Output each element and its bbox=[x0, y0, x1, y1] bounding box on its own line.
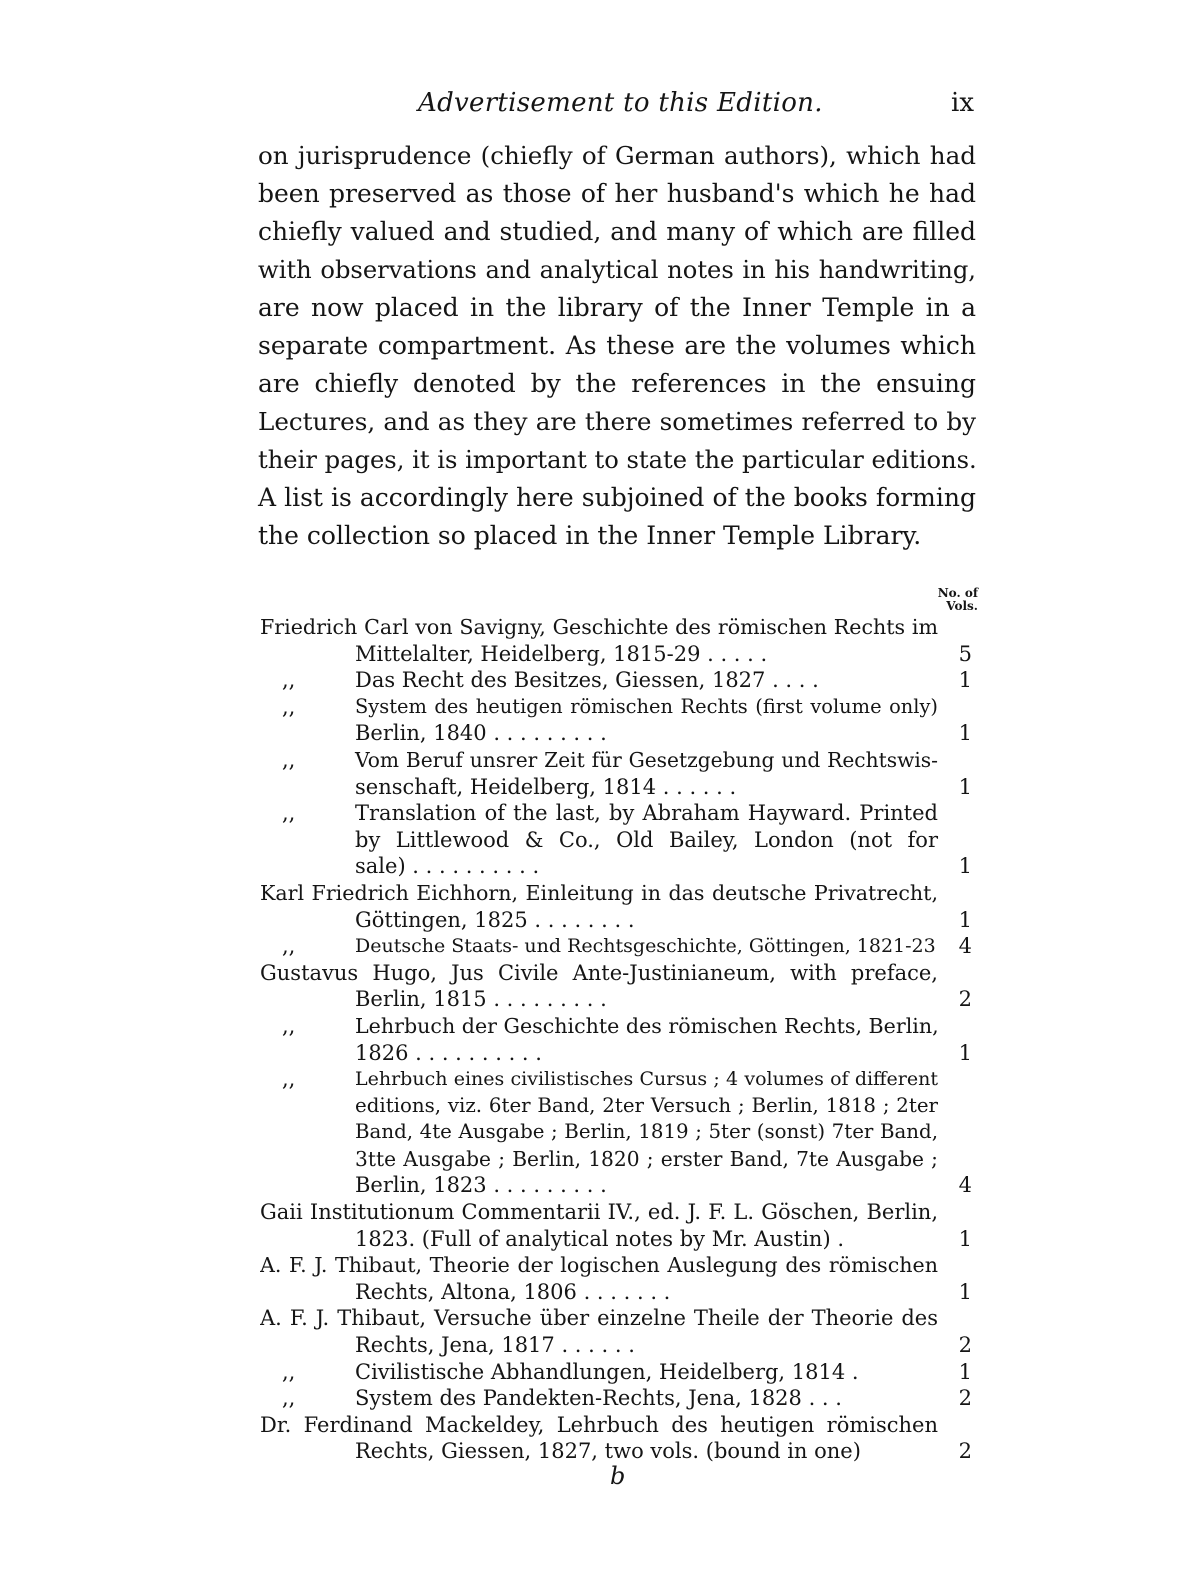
volume-count: 4 bbox=[958, 934, 972, 959]
entry-line bbox=[260, 1359, 978, 1386]
book-entry bbox=[260, 880, 978, 933]
book-entry bbox=[260, 1412, 978, 1465]
volume-count: 2 bbox=[958, 1333, 972, 1358]
ditto-mark: ,, bbox=[282, 1067, 296, 1092]
running-title: Advertisement to this Edition. bbox=[418, 88, 823, 118]
entry-line-text: System des heutigen römischen Rechts (first volume only) bbox=[355, 694, 938, 718]
volume-count: 1 bbox=[958, 774, 972, 799]
entry-line-text: 1826 . . . . . . . . . . bbox=[355, 1040, 542, 1065]
entry-line bbox=[260, 853, 978, 880]
entry-line bbox=[260, 667, 978, 694]
entry-line-text: Göttingen, 1825 . . . . . . . . bbox=[355, 907, 635, 932]
entry-line bbox=[260, 641, 978, 668]
entry-line bbox=[260, 774, 978, 801]
book-entry bbox=[260, 1066, 978, 1199]
running-header bbox=[258, 88, 978, 128]
ditto-mark: ,, bbox=[282, 934, 296, 959]
entry-line-text: Berlin, 1815 . . . . . . . . . bbox=[355, 987, 607, 1012]
book-entry bbox=[260, 614, 978, 667]
entry-line-text: by Littlewood & Co., Old Bailey, London (not for bbox=[355, 827, 938, 852]
entry-line bbox=[260, 747, 978, 774]
entry-line-text: Rechts, Altona, 1806 . . . . . . . bbox=[355, 1279, 671, 1304]
entry-line bbox=[260, 1412, 978, 1439]
entry-line-text: A. F. J. Thibaut, Versuche über einzelne Theile der Theorie des bbox=[260, 1306, 938, 1331]
entry-line bbox=[260, 694, 978, 721]
entry-line-text: Civilistische Abhandlungen, Heidelberg, 1814 . bbox=[355, 1359, 859, 1384]
volume-count: 1 bbox=[958, 907, 972, 932]
ditto-mark: ,, bbox=[282, 1359, 296, 1384]
volume-count: 4 bbox=[958, 1173, 972, 1198]
book-entry bbox=[260, 747, 978, 800]
book-entry bbox=[260, 667, 978, 694]
entry-line-text: Translation of the last, by Abraham Hayward. Printed bbox=[355, 801, 938, 826]
entry-line bbox=[260, 827, 978, 854]
book-entry bbox=[260, 1305, 978, 1358]
entry-line-text: Lehrbuch eines civilistisches Cursus ; 4 volumes of different bbox=[355, 1068, 938, 1091]
entry-line-text: Deutsche Staats- und Rechtsgeschichte, Göttingen, 1821-23 bbox=[355, 935, 936, 958]
volume-count: 1 bbox=[958, 721, 972, 746]
entry-line bbox=[260, 800, 978, 827]
volume-count: 5 bbox=[958, 641, 972, 666]
book-entry bbox=[260, 960, 978, 1013]
volume-count: 1 bbox=[958, 1359, 972, 1384]
intro-line: chiefly valued and studied, and many of which are filled bbox=[258, 217, 976, 246]
entry-line bbox=[260, 960, 978, 987]
intro-line: are now placed in the library of the Inner Temple in a bbox=[258, 293, 976, 322]
entry-line bbox=[260, 1252, 978, 1279]
book-entry bbox=[260, 800, 978, 880]
entry-line bbox=[260, 1279, 978, 1306]
volume-count: 1 bbox=[958, 1040, 972, 1065]
entry-line-text: Karl Friedrich Eichhorn, Einleitung in das deutsche Privatrecht, bbox=[260, 880, 938, 905]
entry-line bbox=[260, 1438, 978, 1465]
intro-line: their pages, it is important to state the particular editions. bbox=[258, 446, 977, 474]
intro-line: with observations and analytical notes in his handwriting, bbox=[258, 256, 976, 284]
intro-line: Lectures, and as they are there sometimes referred to by bbox=[258, 407, 976, 436]
entry-line-text: editions, viz. 6ter Band, 2ter Versuch ; Berlin, 1818 ; 2ter bbox=[355, 1093, 938, 1117]
book-entry bbox=[260, 1252, 978, 1305]
entry-line bbox=[260, 1119, 978, 1146]
book-entry bbox=[260, 1385, 978, 1412]
book-entry bbox=[260, 1359, 978, 1386]
intro-paragraph bbox=[258, 137, 976, 555]
book-entry bbox=[260, 933, 978, 960]
ditto-mark: ,, bbox=[282, 1013, 296, 1038]
entry-line-text: System des Pandekten-Rechts, Jena, 1828 . . . bbox=[355, 1386, 842, 1411]
vols-header-line2: Vols. bbox=[946, 599, 978, 613]
entry-line-text: Gustavus Hugo, Jus Civile Ante-Justinianeum, with preface, bbox=[260, 960, 938, 985]
book-list bbox=[260, 614, 978, 1465]
entry-line bbox=[260, 986, 978, 1013]
entry-line-text: Berlin, 1840 . . . . . . . . . bbox=[355, 721, 607, 746]
entry-line-text: Lehrbuch der Geschichte des römischen Rechts, Berlin, bbox=[355, 1013, 939, 1038]
entry-line bbox=[260, 720, 978, 747]
entry-line bbox=[260, 907, 978, 934]
entry-line bbox=[260, 1146, 978, 1173]
entry-line bbox=[260, 1199, 978, 1226]
volume-count: 1 bbox=[958, 854, 972, 879]
entry-line-text: Das Recht des Besitzes, Giessen, 1827 . . . . bbox=[355, 668, 819, 693]
entry-line-text: Friedrich Carl von Savigny, Geschichte des römischen Rechts im bbox=[260, 615, 938, 639]
intro-line: been preserved as those of her husband's which he had bbox=[258, 179, 976, 208]
entry-line-text: Rechts, Giessen, 1827, two vols. (bound in one) bbox=[355, 1439, 861, 1464]
entry-line bbox=[260, 880, 978, 907]
entry-line bbox=[260, 933, 978, 960]
ditto-mark: ,, bbox=[282, 801, 296, 826]
entry-line bbox=[260, 1093, 978, 1120]
book-entry bbox=[260, 694, 978, 747]
entry-line-text: Rechts, Jena, 1817 . . . . . . bbox=[355, 1333, 635, 1358]
intro-line: A list is accordingly here subjoined of the books forming bbox=[258, 483, 976, 512]
ditto-mark: ,, bbox=[282, 747, 296, 772]
entry-line-text: A. F. J. Thibaut, Theorie der logischen Auslegung des römischen bbox=[260, 1253, 938, 1278]
intro-line: are chiefly denoted by the references in the ensuing bbox=[258, 369, 976, 398]
entry-line-text: Gaii Institutionum Commentarii IV., ed. J. F. L. Göschen, Berlin, bbox=[260, 1200, 938, 1225]
book-entry bbox=[260, 1199, 978, 1252]
entry-line-text: sale) . . . . . . . . . . bbox=[355, 854, 540, 879]
entry-line bbox=[260, 1332, 978, 1359]
entry-line-text: Vom Beruf unsrer Zeit für Gesetzgebung und Rechtswis- bbox=[355, 747, 938, 772]
entry-line-text: Dr. Ferdinand Mackeldey, Lehrbuch des heutigen römischen bbox=[260, 1412, 938, 1437]
intro-line: separate compartment. As these are the volumes which bbox=[258, 331, 976, 360]
ditto-mark: ,, bbox=[282, 1386, 296, 1411]
entry-line bbox=[260, 1172, 978, 1199]
volume-count: 1 bbox=[958, 1226, 972, 1251]
entry-line-text: Band, 4te Ausgabe ; Berlin, 1819 ; 5ter (sonst) 7ter Band, bbox=[355, 1120, 938, 1144]
intro-line: the collection so placed in the Inner Temple Library. bbox=[258, 521, 922, 550]
ditto-mark: ,, bbox=[282, 668, 296, 693]
volume-count: 1 bbox=[958, 1279, 972, 1304]
entry-line-text: Mittelalter, Heidelberg, 1815-29 . . . . . bbox=[355, 641, 768, 666]
entry-line-text: Berlin, 1823 . . . . . . . . . bbox=[355, 1173, 607, 1198]
entry-line bbox=[260, 1226, 978, 1253]
entry-line-text: 1823. (Full of analytical notes by Mr. Austin) . bbox=[355, 1226, 844, 1251]
volume-count: 2 bbox=[958, 1439, 972, 1464]
volume-count: 2 bbox=[958, 987, 972, 1012]
vols-column-header bbox=[922, 587, 978, 613]
entry-line bbox=[260, 1305, 978, 1332]
intro-line: on jurisprudence (chiefly of German authors), which had bbox=[258, 141, 976, 170]
entry-line-text: 3tte Ausgabe ; Berlin, 1820 ; erster Band, 7te Ausgabe ; bbox=[355, 1146, 938, 1171]
volume-count: 1 bbox=[958, 668, 972, 693]
entry-line bbox=[260, 1385, 978, 1412]
ditto-mark: ,, bbox=[282, 694, 296, 719]
entry-line-text: senschaft, Heidelberg, 1814 . . . . . . bbox=[355, 774, 737, 799]
entry-line bbox=[260, 1066, 978, 1093]
entry-line bbox=[260, 614, 978, 641]
entry-line bbox=[260, 1013, 978, 1040]
page-number: ix bbox=[951, 88, 974, 118]
vols-header-line1: No. of bbox=[937, 586, 978, 600]
volume-count: 2 bbox=[958, 1386, 972, 1411]
signature-mark: b bbox=[610, 1462, 626, 1490]
entry-line bbox=[260, 1040, 978, 1067]
book-entry bbox=[260, 1013, 978, 1066]
